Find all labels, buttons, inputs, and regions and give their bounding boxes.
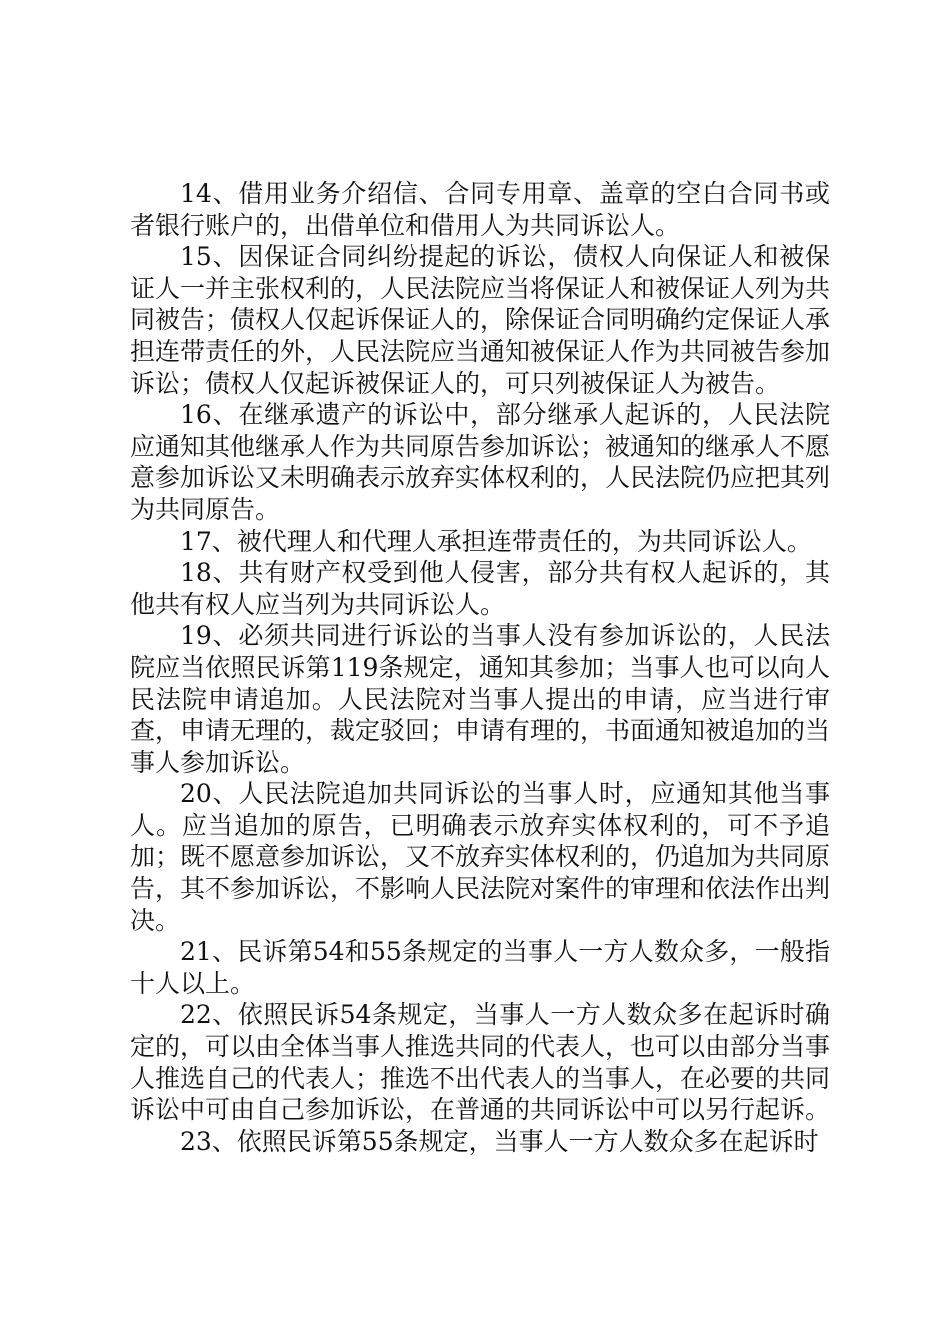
- document-body: [130, 178, 830, 1157]
- paragraph-22: 22、依照民诉54条规定，当事人一方人数众多在起诉时确定的，可以由全体当事人推选共同的代表人，也可以由部分当事人推选自己的代表人；推选不出代表人的当事人，在必要的共同诉讼中可由自己参加诉讼，在普通的共同诉讼中可以另行起诉。: [130, 1000, 831, 1125]
- paragraph-19: 19、必须共同进行诉讼的当事人没有参加诉讼的，人民法院应当依照民诉第119条规定，通知其参加；当事人也可以向人民法院申请追加。人民法院对当事人提出的申请，应当进行审查，申请无理的，裁定驳回；申请有理的，书面通知被追加的当事人参加诉讼。: [130, 621, 831, 777]
- paragraph-21: 21、民诉第54和55条规定的当事人一方人数众多，一般指十人以上。: [130, 937, 830, 998]
- paragraph-14: 14、借用业务介绍信、合同专用章、盖章的空白合同书或者银行账户的，出借单位和借用人为共同诉讼人。: [130, 179, 830, 240]
- paragraph-18: 18、共有财产权受到他人侵害，部分共有权人起诉的，其他共有权人应当列为共同诉讼人。: [130, 558, 830, 619]
- paragraph-23: 23、依照民诉第55条规定，当事人一方人数众多在起诉时: [180, 1126, 819, 1156]
- paragraph-15: 15、因保证合同纠纷提起的诉讼，债权人向保证人和被保证人一并主张权利的，人民法院应当将保证人和被保证人列为共同被告；债权人仅起诉保证人的，除保证合同明确约定保证人承担连带责任的外，人民法院应当通知被保证人作为共同被告参加诉讼；债权人仅起诉被保证人的，可只列被保证人为被告。: [130, 242, 831, 398]
- paragraph-16: 16、在继承遗产的诉讼中，部分继承人起诉的，人民法院应通知其他继承人作为共同原告参加诉讼；被通知的继承人不愿意参加诉讼又未明确表示放弃实体权利的，人民法院仍应把其列为共同原告。: [130, 400, 831, 524]
- paragraph-17: 17、被代理人和代理人承担连带责任的，为共同诉讼人。: [180, 526, 812, 556]
- paragraph-20: 20、人民法院追加共同诉讼的当事人时，应通知其他当事人。应当追加的原告，已明确表示放弃实体权利的，可不予追加；既不愿意参加诉讼，又不放弃实体权利的，仍追加为共同原告，其不参加诉讼，不影响人民法院对案件的审理和依法作出判决。: [130, 779, 831, 935]
